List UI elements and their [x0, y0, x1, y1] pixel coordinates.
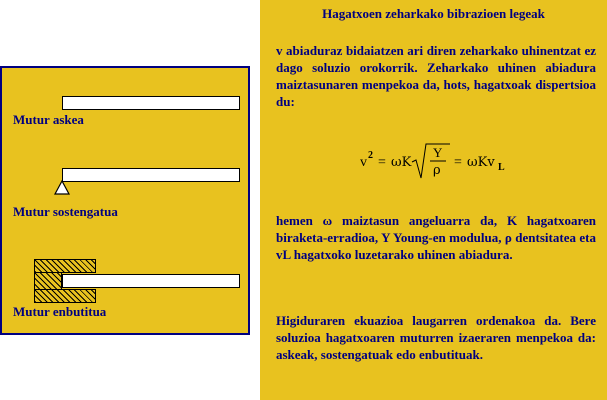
svg-text:Y: Y: [433, 145, 443, 160]
clamped-end-label: Mutur enbutitua: [13, 304, 107, 319]
clamp-wall-bottom: [34, 289, 96, 303]
paragraph-variables: hemen ω maiztasun angeluarra da, K hagatxoaren biraketa-erradioa, Y Young-en modulua, ρ dentsitatea eta vL hagatxoko luzetarako uhinen abiadura.: [276, 213, 596, 262]
paragraph-solution: Higiduraren ekuazioa laugarren ordenakoa da. Bere soluzioa hagatxoaren muturren izaeraren menpekoa da: askeak, sostengatuak edo enbutituak.: [276, 313, 596, 362]
svg-text:ρ: ρ: [433, 163, 441, 178]
page-title: Hagatxoen zeharkako bibrazioen legeak: [322, 6, 545, 21]
svg-text:ωK: ωK: [391, 155, 412, 170]
clamped-beam: [62, 274, 240, 288]
svg-text:v: v: [360, 155, 367, 170]
free-beam: [62, 96, 240, 110]
pinned-beam: [62, 168, 240, 182]
clamp-wall-top: [34, 259, 96, 273]
pin-support-icon: [52, 180, 72, 196]
svg-text:=: =: [454, 155, 462, 170]
svg-text:ωKv: ωKv: [467, 155, 495, 170]
formula-graphic: [360, 140, 540, 184]
text-panel: [260, 0, 607, 400]
svg-text:=: =: [378, 155, 386, 170]
beam-types-panel: [0, 66, 250, 335]
svg-text:L: L: [498, 162, 505, 173]
paragraph-intro: v abiaduraz bidaiatzen ari diren zeharkako uhinentzat ez dago soluzio orokorrik. Zeharkako uhinen abiadura maiztasunaren menpekoa da, hots, hagatxoak dispertsioa du:: [276, 43, 596, 109]
svg-text:2: 2: [368, 150, 373, 161]
pinned-end-label: Mutur sostengatua: [13, 204, 118, 219]
free-end-label: Mutur askea: [13, 112, 84, 127]
dispersion-formula: [360, 140, 540, 180]
